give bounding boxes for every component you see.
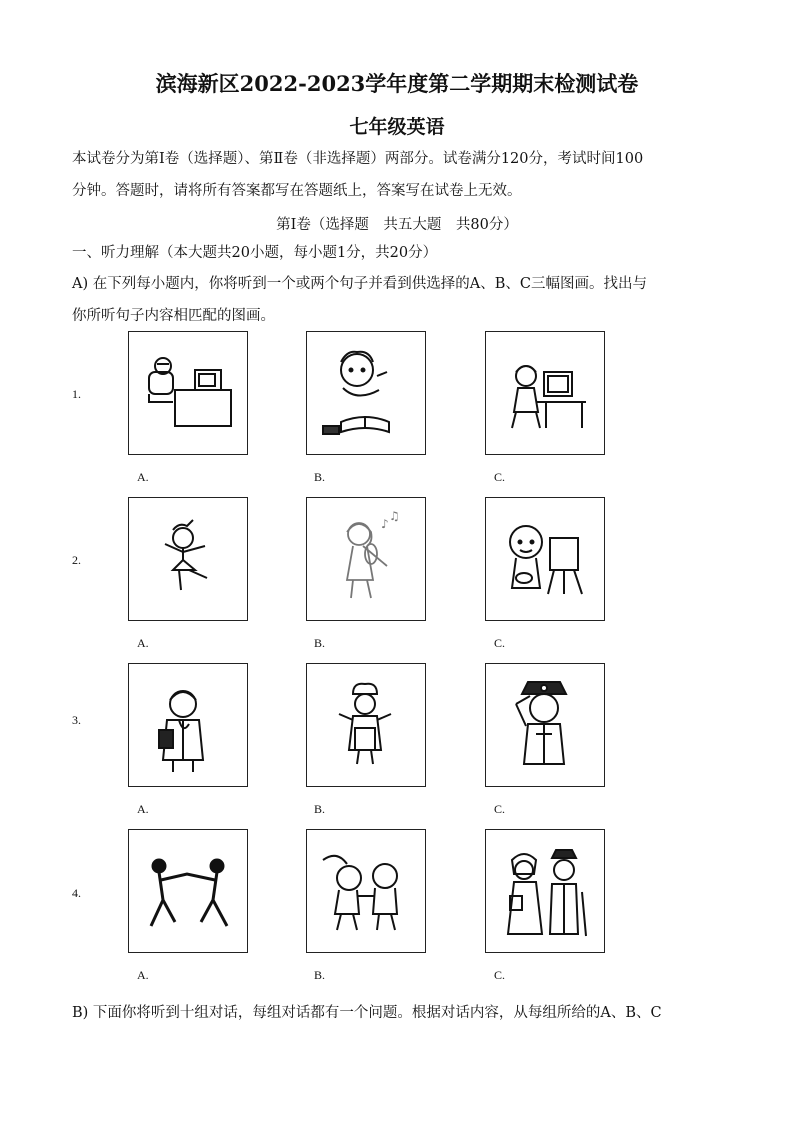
picture-box xyxy=(485,331,605,455)
option-label: A. xyxy=(137,636,149,650)
policeman-picture xyxy=(486,664,604,786)
svg-text:♫: ♫ xyxy=(389,509,400,523)
people-dancing-picture xyxy=(129,830,247,952)
girl-playing-violin-picture xyxy=(307,498,425,620)
doctor-picture xyxy=(129,664,247,786)
picture-box xyxy=(485,497,605,621)
picture-box xyxy=(306,331,426,455)
picture-box xyxy=(485,663,605,787)
picture-box xyxy=(128,663,248,787)
part-a-instructions xyxy=(72,268,722,332)
picture-box xyxy=(306,497,426,621)
option-label: A. xyxy=(137,470,149,484)
svg-text:♪: ♪ xyxy=(381,517,389,531)
option-label: A. xyxy=(137,802,149,816)
part1-heading: 第Ⅰ卷（选择题 共五大题 共80分） xyxy=(276,217,518,233)
picture-box xyxy=(306,829,426,953)
part-a-line-1: A) 在下列每小题内，你将听到一个或两个句子并看到供选择的A、B、C三幅图画。找出与 xyxy=(72,276,647,292)
picture-box xyxy=(128,497,248,621)
section1-heading: 一、听力理解（本大题共20小题，每小题1分，共20分） xyxy=(72,245,438,261)
part-a-line-2: 你所听句子内容相匹配的图画。 xyxy=(72,308,275,324)
option-label: C. xyxy=(494,636,506,650)
picture-box xyxy=(128,331,248,455)
option-label: B. xyxy=(314,636,326,650)
option-label: B. xyxy=(314,470,326,484)
option-label: A. xyxy=(137,968,149,982)
question-number: 2. xyxy=(72,553,81,567)
intro-paragraph xyxy=(72,143,722,207)
picture-box xyxy=(128,829,248,953)
question-number: 1. xyxy=(72,387,81,401)
question-number: 4. xyxy=(72,886,81,900)
kids-playing-picture xyxy=(307,830,425,952)
part-b-instructions: B) 下面你将听到十组对话，每组对话都有一个问题。根据对话内容，从每组所给的A、B、C xyxy=(72,1005,662,1021)
girl-painting-picture xyxy=(486,498,604,620)
exam-subtitle: 七年级英语 xyxy=(349,116,445,138)
option-label: C. xyxy=(494,802,506,816)
exam-title: 滨海新区2022-2023学年度第二学期期末检测试卷 xyxy=(155,71,639,96)
option-label: B. xyxy=(314,802,326,816)
option-label: C. xyxy=(494,470,506,484)
old-couple-picture xyxy=(486,830,604,952)
picture-box xyxy=(485,829,605,953)
intro-line-1: 本试卷分为第Ⅰ卷（选择题）、第Ⅱ卷（非选择题）两部分。试卷满分120分，考试时间100 xyxy=(72,151,644,167)
option-label: C. xyxy=(494,968,506,982)
picture-box xyxy=(306,663,426,787)
person-at-computer-picture xyxy=(129,332,247,454)
boy-reading-book-picture xyxy=(307,332,425,454)
intro-line-2: 分钟。答题时，请将所有答案都写在答题纸上，答案写在试卷上无效。 xyxy=(72,183,522,199)
question-number: 3. xyxy=(72,713,81,727)
cook-picture xyxy=(307,664,425,786)
girl-dancing-picture xyxy=(129,498,247,620)
girl-at-computer-picture xyxy=(486,332,604,454)
option-label: B. xyxy=(314,968,326,982)
